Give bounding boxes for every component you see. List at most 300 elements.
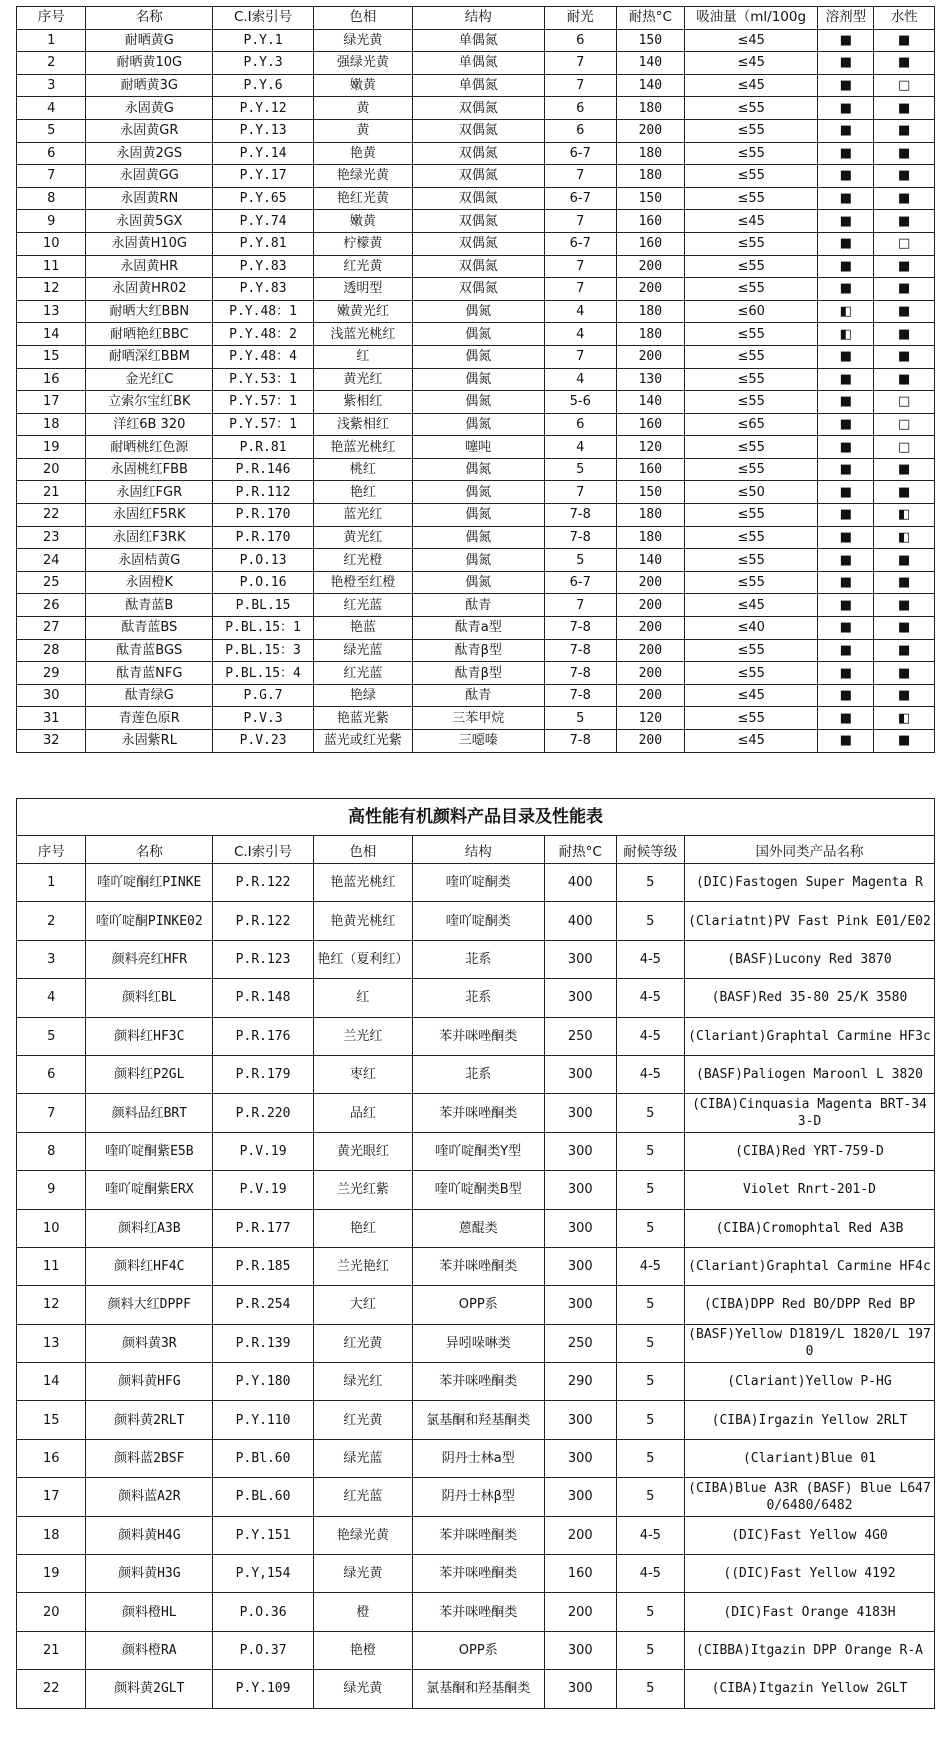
table-cell: ≤55 [684, 391, 817, 414]
table-cell: ■ [818, 481, 874, 504]
table-cell: P.Y,154 [213, 1555, 314, 1593]
table-cell: 浅紫相红 [314, 413, 413, 436]
table-cell: ■ [818, 684, 874, 707]
table-cell: ■ [818, 526, 874, 549]
table-row [17, 571, 935, 594]
table-title: 高性能有机颜料产品目录及性能表 [17, 799, 935, 836]
table-cell: P.O.37 [213, 1631, 314, 1669]
table-cell: 苝系 [412, 979, 544, 1017]
table-cell: 200 [616, 255, 684, 278]
table-cell: ■ [818, 278, 874, 301]
table-cell: 4 [544, 368, 616, 391]
table-cell: P.R.176 [213, 1017, 314, 1055]
table-cell: 150 [616, 29, 684, 52]
table-row [17, 74, 935, 97]
table-cell: P.O.16 [213, 571, 314, 594]
table-cell: 180 [616, 504, 684, 527]
table-cell: 嫩黄光红 [314, 300, 413, 323]
table-cell: 300 [544, 1171, 616, 1209]
table-cell: 艳红光黄 [314, 187, 413, 210]
table-cell: 5 [616, 1324, 684, 1362]
table-cell: ≤55 [684, 549, 817, 572]
table-cell: ■ [874, 458, 935, 481]
table-cell: 21 [17, 1631, 86, 1669]
table-cell: 160 [616, 413, 684, 436]
table-cell: 300 [544, 1055, 616, 1093]
table-cell: 氯基酮和羟基酮类 [412, 1401, 544, 1439]
table-cell: 300 [544, 1670, 616, 1708]
table-cell: 单偶氮 [412, 29, 544, 52]
table-row [17, 1478, 935, 1516]
table-cell: 酞青β型 [412, 662, 544, 685]
table-cell: 耐晒黄10G [86, 52, 213, 75]
table-cell: 400 [544, 864, 616, 902]
table-cell: P.Y.109 [213, 1670, 314, 1708]
table-row [17, 391, 935, 414]
table-cell: 双偶氮 [412, 210, 544, 233]
table-cell: (CIBA)Cromophtal Red A3B [684, 1209, 934, 1247]
table-row [17, 119, 935, 142]
table-cell: 苯并咪唑酮类 [412, 1555, 544, 1593]
table-row [17, 1363, 935, 1401]
table-cell: ■ [818, 662, 874, 685]
table-cell: ■ [874, 165, 935, 188]
table-cell: ■ [818, 210, 874, 233]
table-cell: ≤55 [684, 662, 817, 685]
table-cell: ◧ [818, 300, 874, 323]
table-cell: ■ [874, 300, 935, 323]
table-cell: 13 [17, 300, 86, 323]
table-cell: ■ [818, 458, 874, 481]
table-cell: 颜料亮红HFR [86, 940, 213, 978]
table-cell: ■ [874, 481, 935, 504]
table-cell: 5-6 [544, 391, 616, 414]
table-cell: 耐晒桃红色源 [86, 436, 213, 459]
table-cell: ≤55 [684, 187, 817, 210]
table-cell: 偶氮 [412, 549, 544, 572]
table-cell: 4 [544, 323, 616, 346]
table-cell: 6-7 [544, 142, 616, 165]
table-cell: 200 [616, 639, 684, 662]
table-cell: 浅蓝光桃红 [314, 323, 413, 346]
table-cell: 18 [17, 413, 86, 436]
table-row [17, 52, 935, 75]
table-cell: 300 [544, 940, 616, 978]
table-cell: P.R.170 [213, 526, 314, 549]
table-cell: 180 [616, 526, 684, 549]
table-cell: 7 [544, 345, 616, 368]
col-header: C.I索引号 [213, 836, 314, 864]
table-row [17, 940, 935, 978]
table-cell: 双偶氮 [412, 232, 544, 255]
table-cell: P.O.36 [213, 1593, 314, 1631]
table-cell: ◧ [874, 504, 935, 527]
table-cell: 250 [544, 1017, 616, 1055]
table-cell: ■ [818, 549, 874, 572]
table-row [17, 97, 935, 120]
table-cell: 永固黄GR [86, 119, 213, 142]
table-cell: 6-7 [544, 571, 616, 594]
table-cell: 19 [17, 1555, 86, 1593]
table-cell: 偶氮 [412, 368, 544, 391]
table-cell: ≤55 [684, 142, 817, 165]
table-row [17, 278, 935, 301]
table-cell: 苝系 [412, 1055, 544, 1093]
table-cell: ■ [818, 617, 874, 640]
table-cell: 150 [616, 187, 684, 210]
table-cell: 红光橙 [314, 549, 413, 572]
high-performance-pigment-table [16, 798, 935, 1709]
table-cell: 苯并咪唑酮类 [412, 1247, 544, 1285]
table-cell: 偶氮 [412, 345, 544, 368]
table-cell: 酞青蓝NFG [86, 662, 213, 685]
table-cell: 大红 [314, 1286, 413, 1324]
table-cell: 永固黄G [86, 97, 213, 120]
table-cell: 苝系 [412, 940, 544, 978]
table-cell: (BASF)Lucony Red 3870 [684, 940, 934, 978]
table-cell: 7 [544, 481, 616, 504]
table-row [17, 549, 935, 572]
table-cell: 20 [17, 1593, 86, 1631]
table-cell: 双偶氮 [412, 97, 544, 120]
table-cell: 300 [544, 1478, 616, 1516]
table-cell: ≤45 [684, 29, 817, 52]
table-cell: 16 [17, 368, 86, 391]
col-header: 水性 [874, 7, 935, 30]
table-cell: ≤55 [684, 368, 817, 391]
table-cell: 喹吖啶酮类 [412, 864, 544, 902]
table-cell: ■ [818, 142, 874, 165]
table-cell: P.Y.83 [213, 255, 314, 278]
table-cell: 喹吖啶酮类B型 [412, 1171, 544, 1209]
table-cell: 酞青蓝BS [86, 617, 213, 640]
table-cell: 7-8 [544, 526, 616, 549]
table-cell: 艳蓝光桃红 [314, 864, 413, 902]
table-cell: ≤55 [684, 458, 817, 481]
table-cell: (DIC)Fast Yellow 4G0 [684, 1516, 934, 1554]
table-cell: 永固黄H10G [86, 232, 213, 255]
table-cell: 艳红 [314, 1209, 413, 1247]
table-cell: (CIBA)Itgazin Yellow 2GLT [684, 1670, 934, 1708]
table-cell: 黄 [314, 97, 413, 120]
table-cell: P.Y.57：1 [213, 413, 314, 436]
table-cell: 300 [544, 1439, 616, 1477]
table-cell: 永固橙K [86, 571, 213, 594]
table-cell: P.V.19 [213, 1171, 314, 1209]
table-cell: 180 [616, 323, 684, 346]
table-cell: ◧ [818, 323, 874, 346]
table-cell: P.R.177 [213, 1209, 314, 1247]
table-cell: ■ [874, 187, 935, 210]
table-cell: 艳橙至红橙 [314, 571, 413, 594]
table-cell: (BASF)Paliogen Maroonl L 3820 [684, 1055, 934, 1093]
col-header: 耐热°C [616, 7, 684, 30]
table-cell: (DIC)Fastogen Super Magenta R [684, 864, 934, 902]
pigment-table [16, 6, 935, 753]
table-cell: 永固桔黄G [86, 549, 213, 572]
table-cell: 颜料蓝2BSF [86, 1439, 213, 1477]
table-cell: 酞青 [412, 594, 544, 617]
table-cell: 140 [616, 74, 684, 97]
table-cell: P.Y.48：1 [213, 300, 314, 323]
table-cell: 蓝光红 [314, 504, 413, 527]
table-cell: P.Y.151 [213, 1516, 314, 1554]
table-cell: ■ [818, 232, 874, 255]
table-cell: 180 [616, 165, 684, 188]
table-cell: 双偶氮 [412, 278, 544, 301]
table-row [17, 345, 935, 368]
table-cell: 黄 [314, 119, 413, 142]
table-cell: 300 [544, 979, 616, 1017]
table-cell: 200 [616, 345, 684, 368]
col-header: 名称 [86, 836, 213, 864]
table-cell: ■ [874, 730, 935, 753]
table-row [17, 662, 935, 685]
table-title-row [17, 799, 935, 836]
table-cell: 苯并咪唑酮类 [412, 1593, 544, 1631]
table-cell: 15 [17, 345, 86, 368]
table-cell: □ [874, 232, 935, 255]
table-cell: 7 [544, 165, 616, 188]
table-cell: ≤55 [684, 97, 817, 120]
table-cell: ■ [818, 97, 874, 120]
table-cell: 6 [544, 119, 616, 142]
table-cell: 29 [17, 662, 86, 685]
table-cell: 200 [616, 684, 684, 707]
table-cell: 三噁嗪 [412, 730, 544, 753]
table-cell: 7-8 [544, 504, 616, 527]
col-header: 色相 [314, 7, 413, 30]
table-cell: 5 [544, 458, 616, 481]
table-row [17, 1247, 935, 1285]
table-cell: 颜料红P2GL [86, 1055, 213, 1093]
table-cell: ■ [874, 684, 935, 707]
table-cell: 5 [17, 1017, 86, 1055]
table-cell: 耐晒黄G [86, 29, 213, 52]
col-header: 序号 [17, 7, 86, 30]
table-cell: 永固黄RN [86, 187, 213, 210]
table-cell: 140 [616, 549, 684, 572]
table-cell: 180 [616, 97, 684, 120]
table-cell: 20 [17, 458, 86, 481]
table-row [17, 232, 935, 255]
table-row [17, 1094, 935, 1132]
table-cell: 7 [544, 255, 616, 278]
table-cell: 异吲哚啉类 [412, 1324, 544, 1362]
table-cell: ■ [818, 730, 874, 753]
table-row [17, 617, 935, 640]
table-cell: 14 [17, 323, 86, 346]
table-cell: 喹吖啶酮红PINKE [86, 864, 213, 902]
table-cell: ■ [874, 662, 935, 685]
table-cell: 酞青绿G [86, 684, 213, 707]
table-cell: ≤45 [684, 594, 817, 617]
table-cell: P.Y.14 [213, 142, 314, 165]
table-cell: 兰光红 [314, 1017, 413, 1055]
table-cell: 永固黄GG [86, 165, 213, 188]
table-cell: ≤40 [684, 617, 817, 640]
table-cell: P.O.13 [213, 549, 314, 572]
table-cell: 蓝光或红光紫 [314, 730, 413, 753]
table-cell: ≤55 [684, 707, 817, 730]
table-cell: ≤55 [684, 323, 817, 346]
table-cell: 艳绿 [314, 684, 413, 707]
col-header: 耐候等级 [616, 836, 684, 864]
table-cell: 7-8 [544, 730, 616, 753]
table-row [17, 323, 935, 346]
table-cell: 颜料黄2GLT [86, 1670, 213, 1708]
table-row [17, 413, 935, 436]
table-cell: P.R.139 [213, 1324, 314, 1362]
table-cell: 红光黄 [314, 255, 413, 278]
table-row [17, 526, 935, 549]
table-cell: 单偶氮 [412, 52, 544, 75]
table-header-row [17, 836, 935, 864]
table-cell: 氯基酮和羟基酮类 [412, 1670, 544, 1708]
table-cell: 5 [17, 119, 86, 142]
table-cell: 9 [17, 1171, 86, 1209]
table-cell: 160 [544, 1555, 616, 1593]
table-cell: (BASF)Red 35-80 25/K 3580 [684, 979, 934, 1017]
table-cell: ((DIC)Fast Yellow 4192 [684, 1555, 934, 1593]
table-cell: Violet Rnrt-201-D [684, 1171, 934, 1209]
table-cell: 2 [17, 52, 86, 75]
table-cell: P.Y.180 [213, 1363, 314, 1401]
table-cell: ■ [818, 52, 874, 75]
table-cell: 艳橙 [314, 1631, 413, 1669]
table-cell: ■ [874, 571, 935, 594]
table-cell: 酞青蓝B [86, 594, 213, 617]
table-cell: ■ [818, 29, 874, 52]
table-cell: 300 [544, 1401, 616, 1439]
table-cell: 苯并咪唑酮类 [412, 1017, 544, 1055]
table-cell: 苯并咪唑酮类 [412, 1094, 544, 1132]
table-cell: P.Y.12 [213, 97, 314, 120]
table-cell: 17 [17, 1478, 86, 1516]
table-row [17, 1516, 935, 1554]
table-cell: 5 [544, 707, 616, 730]
table-cell: P.R.170 [213, 504, 314, 527]
table-cell: ≤45 [684, 74, 817, 97]
table-cell: 黄光红 [314, 526, 413, 549]
table-cell: ≤55 [684, 165, 817, 188]
table-cell: 6 [544, 413, 616, 436]
table-cell: ≤55 [684, 119, 817, 142]
table-cell: 艳黄 [314, 142, 413, 165]
table-cell: 永固黄5GX [86, 210, 213, 233]
table-row [17, 707, 935, 730]
table-cell: P.R.81 [213, 436, 314, 459]
table-cell: 130 [616, 368, 684, 391]
table-cell: P.R.185 [213, 1247, 314, 1285]
table-cell: 绿光黄 [314, 1555, 413, 1593]
table-cell: P.Y.48：2 [213, 323, 314, 346]
table-row [17, 29, 935, 52]
table-cell: 洋红6B 320 [86, 413, 213, 436]
table-cell: P.Y.13 [213, 119, 314, 142]
table-cell: 23 [17, 526, 86, 549]
table-cell: 7-8 [544, 662, 616, 685]
table-cell: 6 [17, 142, 86, 165]
table-cell: 柠檬黄 [314, 232, 413, 255]
table-cell: 偶氮 [412, 323, 544, 346]
table-row [17, 210, 935, 233]
table-cell: 颜料黄HFG [86, 1363, 213, 1401]
table-cell: □ [874, 391, 935, 414]
table-cell: P.Y.74 [213, 210, 314, 233]
table-cell: 200 [616, 594, 684, 617]
table-cell: P.V.3 [213, 707, 314, 730]
table-cell: 200 [616, 617, 684, 640]
table-cell: 5 [616, 1401, 684, 1439]
table-cell: ≤55 [684, 639, 817, 662]
table-cell: P.Y.6 [213, 74, 314, 97]
table-cell: 5 [616, 1363, 684, 1401]
table-cell: 6-7 [544, 187, 616, 210]
table-row [17, 1439, 935, 1477]
table-cell: 4-5 [616, 1516, 684, 1554]
table-cell: 7-8 [544, 639, 616, 662]
table-cell: ■ [818, 571, 874, 594]
table-cell: 300 [544, 1132, 616, 1170]
table-cell: P.R.254 [213, 1286, 314, 1324]
table-cell: 13 [17, 1324, 86, 1362]
table-cell: 4-5 [616, 1247, 684, 1285]
table-cell: P.Y.81 [213, 232, 314, 255]
table-cell: 颜料红HF3C [86, 1017, 213, 1055]
table-cell: P.V.19 [213, 1132, 314, 1170]
table-cell: 绿光黄 [314, 29, 413, 52]
table-cell: ■ [874, 142, 935, 165]
table-cell: P.Y.1 [213, 29, 314, 52]
table-cell: 三苯甲烷 [412, 707, 544, 730]
table-cell: 永固桃红FBB [86, 458, 213, 481]
table-cell: 5 [616, 1094, 684, 1132]
table-cell: 4-5 [616, 979, 684, 1017]
table-cell: 21 [17, 481, 86, 504]
table-cell: 11 [17, 255, 86, 278]
table-cell: 4-5 [616, 1055, 684, 1093]
table-cell: 5 [616, 1132, 684, 1170]
table-cell: 300 [544, 1247, 616, 1285]
table-cell: ■ [874, 97, 935, 120]
table-cell: ■ [874, 617, 935, 640]
table-cell: 艳绿光黄 [314, 1516, 413, 1554]
table-cell: 颜料黄3R [86, 1324, 213, 1362]
table-cell: 7 [544, 52, 616, 75]
table-cell: ■ [874, 368, 935, 391]
table-cell: ≤55 [684, 345, 817, 368]
table-cell: ≤65 [684, 413, 817, 436]
table-row [17, 594, 935, 617]
table-cell: ≤55 [684, 526, 817, 549]
table-cell: 26 [17, 594, 86, 617]
table-cell: 耐晒深红BBM [86, 345, 213, 368]
table-cell: 黄光眼红 [314, 1132, 413, 1170]
table-cell: 喹吖啶酮类 [412, 902, 544, 940]
table-cell: 红光蓝 [314, 594, 413, 617]
table-cell: 酞青β型 [412, 639, 544, 662]
table-cell: 酞青a型 [412, 617, 544, 640]
table-cell: 1 [17, 29, 86, 52]
table-cell: 300 [544, 1631, 616, 1669]
table-cell: 喹吖啶酮类Y型 [412, 1132, 544, 1170]
table-cell: 永固黄HR [86, 255, 213, 278]
table-cell: 苯并咪唑酮类 [412, 1363, 544, 1401]
table-row [17, 255, 935, 278]
table-cell: 桃红 [314, 458, 413, 481]
table-cell: P.R.146 [213, 458, 314, 481]
